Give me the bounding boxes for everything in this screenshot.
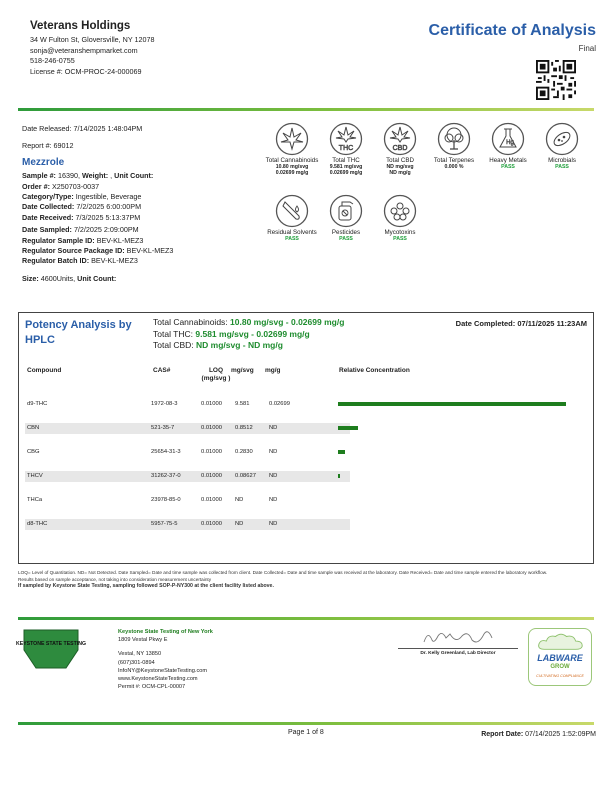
footnote-uncertainty: Results based on sample acceptance, not taking into consideration measurement uncertainty: [18, 576, 212, 582]
sample-line: Sample #: 16390, Weight: , Unit Count:: [22, 171, 154, 181]
cell-cas: 1972-08-3: [151, 401, 178, 407]
date-completed: Date Completed: 07/11/2025 11:23AM: [455, 319, 587, 328]
regulator-sample-line: Regulator Sample ID: BEV-KL-MEZ3: [22, 235, 144, 245]
badge-value: 0.02699 mg/g: [275, 170, 309, 177]
badge-value: PASS: [393, 236, 407, 242]
table-row: [25, 495, 350, 506]
lab-info: [118, 628, 213, 691]
company-license: License #: OCM-PROC-24-000069: [30, 66, 142, 76]
badge-total-cbd: [372, 122, 428, 177]
order-line: Order #: X250703-0037: [22, 181, 100, 191]
relative-concentration-bar: [338, 426, 358, 430]
col-cas: CAS#: [153, 367, 171, 374]
potency-summary: Total Cannabinoids: 10.80 mg/svg - 0.02699 mg/g Total THC: 9.581 mg/svg - 0.02699 mg/g Total CBD: ND mg/svg - ND mg/g: [153, 317, 345, 350]
cell-loq: 0.01000: [201, 401, 222, 407]
badge-value: PASS: [501, 164, 515, 170]
footer-divider: [18, 617, 594, 620]
badge-label: Residual Solvents: [267, 229, 317, 236]
date-released: Date Released: 7/14/2025 1:48:04PM: [22, 124, 143, 133]
document-title: Certificate of Analysis: [428, 22, 596, 39]
table-row: [25, 423, 350, 434]
regulator-batch-line: Regulator Batch ID: BEV-KL-MEZ3: [22, 256, 138, 266]
cell-loq: 0.01000: [201, 497, 222, 503]
cell-mgg: 0.02699: [269, 401, 290, 407]
cell-mgsvg: ND: [235, 497, 244, 503]
signature-line: [398, 648, 518, 649]
footnote-definitions: LOQ= Level of Quantitation. ND= Not Detected. Date Sampled= Date and time sample was collected from client. Date Collected= Date and time sample was received at the laboratory. Date Received= Date and time sample entered the laboratory workflow.: [18, 570, 548, 575]
cell-loq: 0.01000: [201, 449, 222, 455]
cell-cas: 521-35-7: [151, 425, 175, 431]
badge-heavy-metals: [480, 122, 536, 170]
badge-value: 0.02699 mg/g: [329, 170, 363, 177]
header-divider: [18, 108, 594, 111]
report-date: Report Date: 07/14/2025 1:52:09PM: [481, 731, 596, 738]
labware-logo: [528, 628, 592, 686]
cell-cas: 25654-31-3: [151, 449, 181, 455]
lab-permit: Permit #: OCM-CPL-00007: [118, 684, 186, 691]
badge-residual-solvents: [264, 194, 320, 242]
cell-compound: THCV: [27, 473, 43, 479]
cell-loq: 0.01000: [201, 473, 222, 479]
badge-total-thc: [318, 122, 374, 177]
badge-label: Total THC: [332, 157, 360, 164]
table-row: [25, 471, 350, 482]
cell-mgg: ND: [269, 425, 278, 431]
badge-value: 10.80 mg/svg: [275, 164, 309, 170]
cell-compound: CBG: [27, 449, 40, 455]
cell-mgg: ND: [269, 497, 278, 503]
flask-hg-icon: [491, 122, 525, 156]
bottom-divider: [18, 722, 594, 725]
badge-label: Total Cannabinoids: [265, 157, 319, 164]
lab-phone: (607)301-0894: [118, 659, 155, 666]
labware-wordmark: LABWARE: [537, 653, 583, 663]
labware-tagline: CULTIVATING COMPLIANCE: [536, 674, 584, 678]
size-line: Size: 4600Units, Unit Count:: [22, 273, 117, 283]
badge-total-terpenes: [426, 122, 482, 170]
cell-compound: CBN: [27, 425, 40, 431]
signature-icon: [420, 626, 500, 650]
cell-mgg: ND: [269, 473, 278, 479]
category-line: Category/Type: Ingestible, Beverage: [22, 192, 142, 202]
badge-microbials: [534, 122, 590, 170]
tree-icon: [437, 122, 471, 156]
cell-mgsvg: ND: [235, 521, 244, 527]
badge-label: Microbials: [548, 157, 576, 164]
mold-icon: [383, 194, 417, 228]
cell-compound: d9-THC: [27, 401, 48, 407]
company-email: sonja@veteranshempmarket.com: [30, 45, 138, 55]
cell-loq: 0.01000: [201, 521, 222, 527]
thc-leaf-icon: [329, 122, 363, 156]
cell-loq: 0.01000: [201, 425, 222, 431]
keystone-logo-icon: [15, 628, 87, 670]
total-cannabinoids-value: 10.80 mg/svg - 0.02699 mg/g: [230, 317, 345, 327]
page-number: Page 1 of 8: [288, 729, 324, 736]
badge-label: Pesticides: [331, 229, 361, 236]
cell-mgsvg: 0.8512: [235, 425, 253, 431]
badge-value: PASS: [555, 164, 569, 170]
cell-mgsvg: 0.08627: [235, 473, 256, 479]
col-compound: Compound: [27, 367, 62, 374]
svg-text:THC: THC: [338, 145, 354, 152]
lab-director: Dr. Kelly Greenland, Lab Director: [420, 651, 496, 656]
svg-text:CBD: CBD: [392, 145, 408, 152]
lab-street: 1809 Vestal Pkwy E: [118, 637, 168, 644]
product-name: Mezzrole: [22, 156, 65, 168]
cell-mgsvg: 0.2830: [235, 449, 253, 455]
badge-value: PASS: [339, 236, 353, 242]
badge-value: ND mg/g: [389, 170, 411, 177]
relative-concentration-bar: [338, 474, 340, 478]
potency-title: Potency Analysis by HPLC: [25, 319, 132, 346]
table-row: [25, 399, 350, 410]
badge-label: Total CBD: [386, 157, 414, 164]
cell-mgg: ND: [269, 521, 278, 527]
svg-text:Hg: Hg: [506, 140, 514, 146]
badge-value: 9.581 mg/svg: [329, 164, 363, 170]
cannabis-leaf-icon: [275, 122, 309, 156]
cell-cas: 5957-75-5: [151, 521, 178, 527]
total-cbd-value: ND mg/svg - ND mg/g: [196, 340, 283, 350]
col-loq: LOQ (mg/svg ): [201, 367, 231, 382]
microbe-icon: [545, 122, 579, 156]
labware-grow: GROW: [550, 664, 570, 670]
svg-text:KEYSTONE STATE TESTING: KEYSTONE STATE TESTING: [15, 641, 87, 647]
table-row: [25, 447, 350, 458]
badge-label: Heavy Metals: [489, 157, 527, 164]
badge-mycotoxins: [372, 194, 428, 242]
table-row: [25, 519, 350, 530]
company-name: Veterans Holdings: [30, 20, 131, 32]
company-block: [30, 19, 155, 77]
col-mgsvg: mg/svg: [231, 367, 254, 374]
badge-value: ND mg/svg: [386, 164, 414, 170]
test-tube-icon: [275, 194, 309, 228]
cell-compound: THCa: [27, 497, 43, 503]
lab-city: Vestal, NY 13850: [118, 651, 162, 658]
badge-label: Mycotoxins: [384, 229, 416, 236]
regulator-source-line: Regulator Source Package ID: BEV-KL-MEZ3: [22, 246, 174, 256]
lab-website: www.KeystoneStateTesting.com: [118, 676, 198, 683]
col-mgg: mg/g: [265, 367, 281, 374]
report-number: Report #: 69012: [22, 141, 74, 151]
sprayer-icon: [329, 194, 363, 228]
received-line: Date Received: 7/3/2025 5:13:37PM: [22, 212, 141, 222]
cell-mgsvg: 9.581: [235, 401, 250, 407]
company-address: 34 W Fulton St, Gloversville, NY 12078: [30, 35, 155, 44]
footnotes: [18, 570, 594, 590]
cell-compound: d8-THC: [27, 521, 48, 527]
company-phone: 518-246-0755: [30, 56, 75, 66]
cbd-leaf-icon: [383, 122, 417, 156]
relative-concentration-bar: [338, 402, 566, 406]
footnote-sampling: If sampled by Keystone State Testing, sampling followed SOP-P-NY300 at the client facility listed above.: [18, 583, 274, 590]
lab-name: Keystone State Testing of New York: [118, 629, 213, 635]
lab-email: InfoNY@KeystoneStateTesting.com: [118, 667, 208, 674]
badge-value: PASS: [285, 236, 299, 242]
collected-line: Date Collected: 7/2/2025 6:00:00PM: [22, 202, 142, 212]
badge-label: Total Terpenes: [433, 157, 475, 164]
qr-code-icon: [536, 60, 576, 100]
badge-pesticides: [318, 194, 374, 242]
col-relative: Relative Concentration: [339, 367, 410, 374]
potency-panel: [18, 312, 594, 564]
title-block: [429, 22, 596, 53]
sampled-line: Date Sampled: 7/2/2025 2:09:00PM: [22, 225, 139, 235]
total-thc-value: 9.581 mg/svg - 0.02699 mg/g: [195, 328, 310, 339]
badge-total-cannabinoids: [264, 122, 320, 177]
cell-mgg: ND: [269, 449, 278, 455]
cell-cas: 31262-37-0: [151, 473, 181, 479]
badge-value: 0.000 %: [444, 164, 464, 170]
cloud-icon: [529, 631, 593, 653]
cell-cas: 23978-85-0: [151, 497, 181, 503]
document-status: Final: [578, 44, 596, 53]
sample-info: [22, 124, 173, 284]
relative-concentration-bar: [338, 450, 345, 454]
